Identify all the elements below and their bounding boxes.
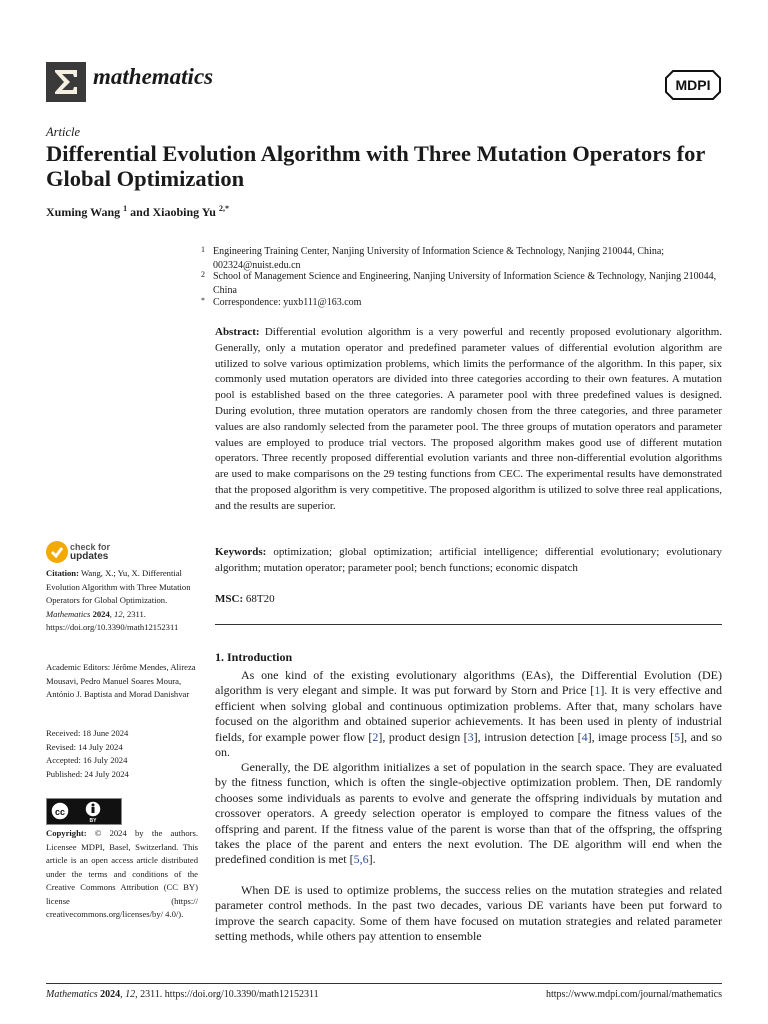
cc-by-text: BY (89, 818, 97, 824)
footer-journal-url[interactable]: https://www.mdpi.com/journal/mathematics (546, 989, 722, 1000)
footer-divider (46, 983, 722, 984)
mdpi-logo-text: MDPI (675, 77, 711, 93)
keywords-label: Keywords: (215, 546, 267, 558)
author-name[interactable]: Xuming Wang (46, 205, 121, 219)
citation-doi[interactable]: , 2311. https://doi.org/10.3390/math12152311 (46, 608, 179, 632)
citation-volume: 12 (114, 608, 123, 619)
academic-editors: Academic Editors: Jérôme Mendes, Alireza Mousavi, Pedro Manuel Soares Moura, António J. Baptista and Morad Danishvar (46, 662, 196, 699)
citation-link[interactable]: 5,6 (353, 852, 369, 867)
citation-block: Citation: Wang, X.; Yu, X. Differential Evolution Algorithm with Three Mutation Operators for Global Optimization. Mathematics 2024, 12, 2311. https://doi.org/10.3390/math12152311 (46, 568, 191, 632)
mdpi-logo-icon (665, 70, 721, 100)
affiliation-mark: * (201, 296, 205, 305)
msc (215, 592, 722, 608)
author-list (46, 204, 229, 220)
affiliation-text: Engineering Training Center, Nanjing University of Information Science & Technology, Nanjing 210044, China; 002324@nuist.edu.cn (213, 246, 665, 271)
dates-block (46, 727, 198, 781)
citation-year: 2024 (92, 608, 110, 619)
citation-link[interactable]: 2 (372, 729, 379, 744)
affiliation-text: School of Management Science and Engineering, Nanjing University of Information Science & Technology, Nanjing 210044, China (213, 271, 717, 296)
author-affiliation-mark: 2,* (218, 204, 229, 213)
copyright-label: Copyright: (46, 828, 87, 838)
check-for-updates-icon[interactable] (46, 541, 68, 563)
citation-link[interactable]: 3 (467, 729, 474, 744)
journal-logo-icon (46, 62, 86, 102)
abstract-text: Differential evolution algorithm is a very powerful and recently proposed evolutionary algorithm. Generally, only a mutation operator and predefined parameter values of differential evolution algorithm are utilized to solve various optimization problems, which limits the performance of the algorithm. In this paper, six commonly used mutation operators are divided into three categories according to their own features. A mutation pool is established based on the three categories. A parameter pool with three predefined values is designed. During evolution, three mutation operators are randomly chosen from the three categories, and three parameter values are also randomly selected from the parameter pool. The three groups of mutation operators and parameter values are employed to produce trial vectors. The proposed algorithm makes good use of different mutation operators. Three recently proposed differential evolution variants and three non-differential evolution algorithms are used to make comparisons on the 29 testing functions from CEC. The experimental results have demonstrated that the proposed algorithm is very competitive. The proposed algorithm is utilized to solve three real applications, and the results are superior. (215, 326, 722, 512)
author-affiliation-mark: 1 (123, 204, 128, 213)
section-heading: 1. Introduction (215, 650, 293, 664)
citation-text: Wang, X.; Yu, X. Differential Evolution Algorithm with Three Mutation Operators for Global Optimization. (46, 568, 191, 605)
abstract (215, 325, 722, 515)
paper-title: Differential Evolution Algorithm with Three Mutation Operators for Global Optimization (46, 141, 705, 191)
section-divider (215, 624, 722, 625)
citation-label: Citation: (46, 568, 79, 578)
affiliation-2 (201, 270, 723, 298)
msc-label: MSC: (215, 593, 244, 605)
correspondence (201, 296, 723, 310)
copyright-block (46, 827, 198, 922)
check-for-updates-label[interactable]: check for updates (70, 542, 111, 562)
citation-link[interactable]: 5 (674, 729, 681, 744)
affiliation-1 (201, 245, 723, 273)
citation-link[interactable]: 1 (594, 683, 601, 698)
footer-doi-link[interactable]: , 2311. https://doi.org/10.3390/math12152311 (135, 989, 319, 1000)
svg-text:cc: cc (54, 807, 66, 817)
cc-by-license-icon[interactable] (46, 798, 122, 825)
intro-paragraph-3: When DE is used to optimize problems, the success relies on the mutation strategies and related parameter control methods. In the past two decades, various DE variants have been put forward to improve the search capacity. Some of them have focused on mutation strategies and related parameter setting methods, while others pay attention to ensemble (215, 883, 722, 944)
received-date: Received: 18 June 2024 (46, 728, 129, 738)
intro-paragraph-1: As one kind of the existing evolutionary algorithms (EAs), the Differential Evolution (DE) algorithm is very elegant and simple. It was put forward by Storn and Price [1]. It is very effective and efficient when solving global and continuous optimization problems. After that, many scholars have focused on the algorithm and obtained superior achievements. It has been used in plenty of industrial fields, for example power flow [2], product design [3], intrusion detection [4], image process [5], and so on. (215, 668, 722, 760)
citation-journal: Mathematics (46, 608, 91, 619)
revised-date: Revised: 14 July 2024 (46, 741, 123, 752)
affiliation-mark: 1 (201, 245, 205, 254)
author-separator: and (127, 205, 153, 219)
keywords (215, 545, 722, 577)
footer-citation: Mathematics 2024, 12, 2311. https://doi.org/10.3390/math12152311 (46, 989, 319, 1000)
copyright-text: © 2024 by the authors. Licensee MDPI, Basel, Switzerland. This article is an open access article distributed under the terms and conditions of the Creative Commons Attribution (CC BY) license (https:// creativecommons.org/licenses/by/ 4.0/). (46, 828, 198, 919)
keywords-text: optimization; global optimization; artificial intelligence; differential evolutionary; evolutionary algorithm; mutation operator; parameter pool; bench functions; economic dispatch (215, 546, 723, 574)
article-type: Article (46, 125, 81, 139)
abstract-label: Abstract: (215, 326, 260, 338)
msc-text: 68T20 (245, 593, 275, 605)
author-name[interactable]: Xiaobing Yu (152, 205, 216, 219)
accepted-date: Accepted: 16 July 2024 (46, 755, 128, 765)
published-date: Published: 24 July 2024 (46, 768, 129, 779)
affiliation-mark: 2 (201, 270, 205, 279)
intro-paragraph-2: Generally, the DE algorithm initializes a set of population in the search space. They are evaluated by the fitness function, which is often the single-objective optimization problem. Then, DE randomly chooses some individuals as parents to evolve and generate the offspring individuals by mutation and crossover operators. A greedy selection operator is employed to compare the fitness values of the offspring and parent. If the fitness value of the parent is worse than that of the offspring, the offspring takes the place of the parent and enters the next evolution. The DE algorithm will end when the predefined condition is met [5,6]. (215, 760, 722, 867)
citation-link[interactable]: 4 (581, 729, 588, 744)
correspondence-text[interactable]: Correspondence: yuxb111@163.com (213, 297, 362, 308)
journal-name: mathematics (93, 64, 214, 89)
